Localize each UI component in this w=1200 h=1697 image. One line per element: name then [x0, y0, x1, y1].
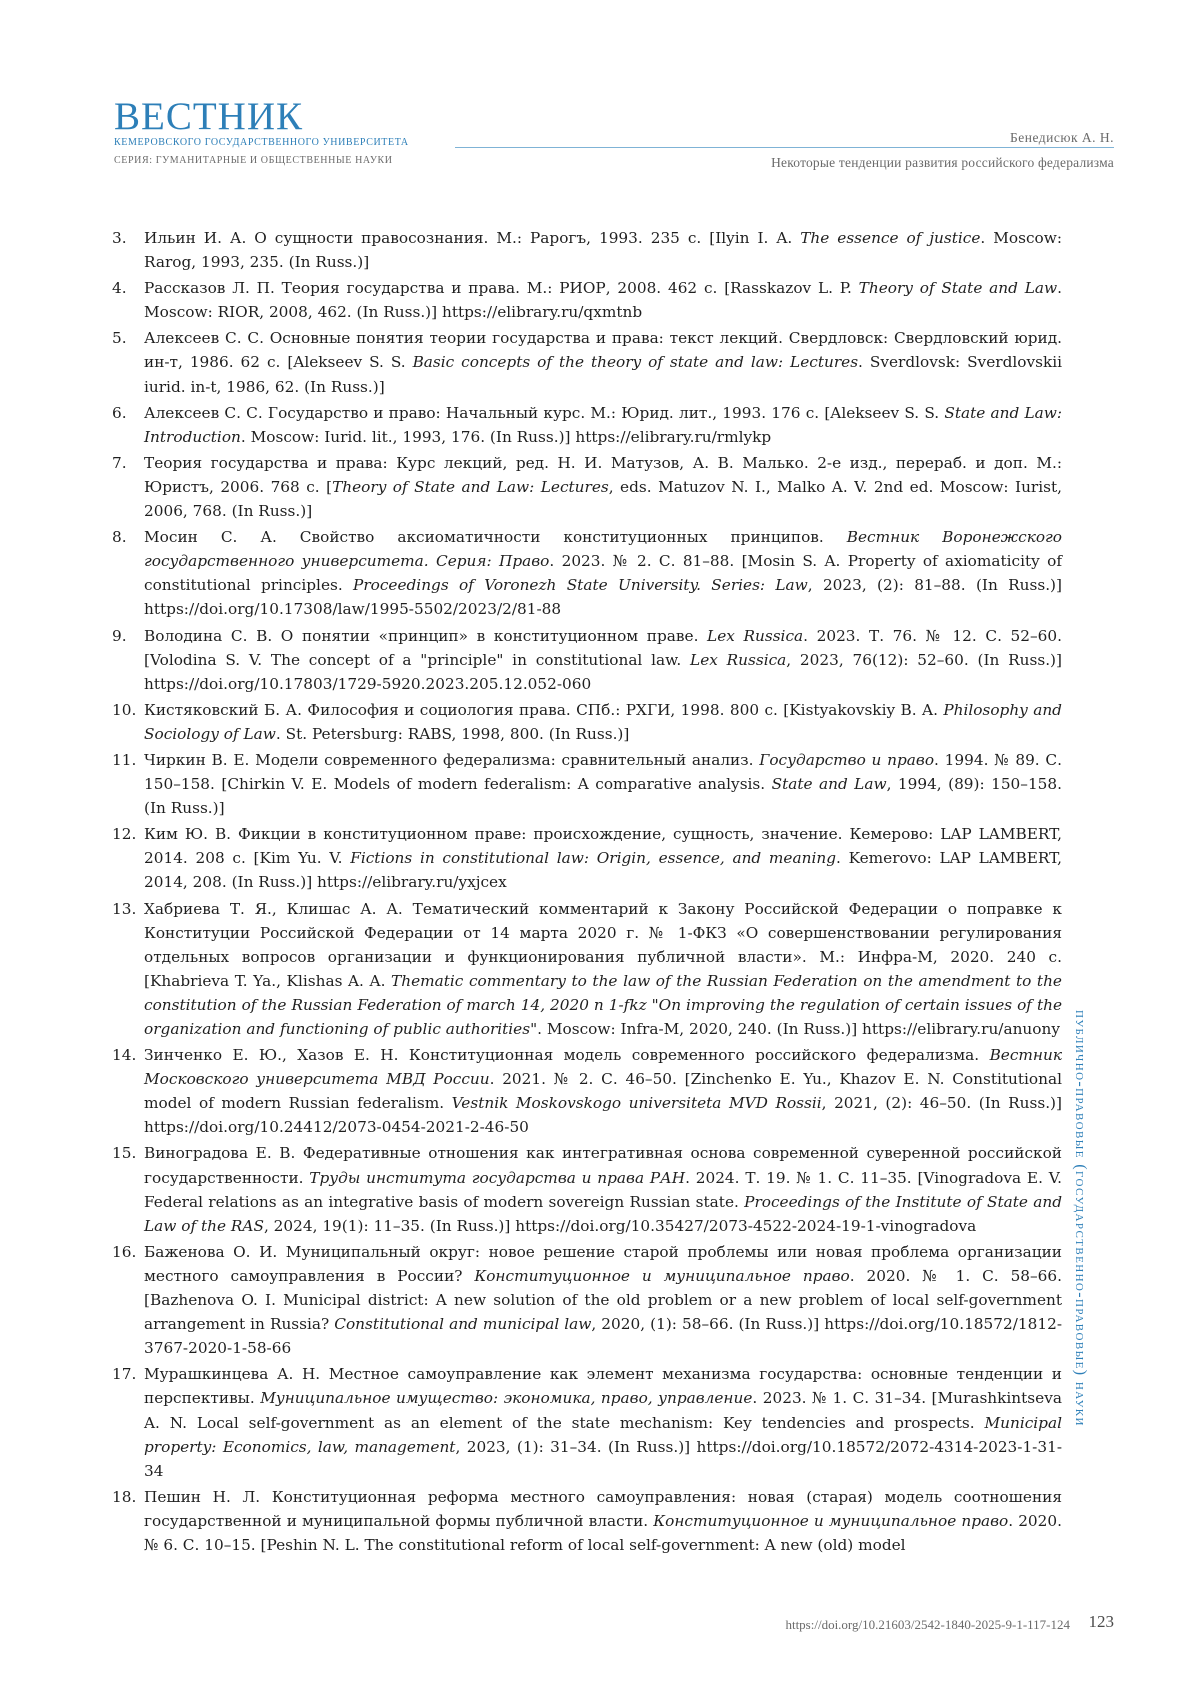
reference-source-title: Constitutional and municipal law [334, 1315, 592, 1334]
reference-source-title: Конституционное и муниципальное право [653, 1511, 1009, 1530]
reference-text: Чиркин В. Е. Модели современного федерализма: сравнительный анализ. [144, 750, 760, 769]
header-rule [455, 147, 1114, 148]
reference-item [112, 451, 1062, 523]
reference-source-title: State and Law: Introduction [144, 403, 1062, 446]
reference-number: 18. [112, 1487, 137, 1506]
reference-source-title: Fictions in constitutional law: Origin, essence, and meaning [350, 849, 836, 868]
reference-text: . St. Petersburg: RABS, 1998, 800. (In Russ.)] [275, 724, 630, 743]
reference-text: Ильин И. А. О сущности правосознания. М.: Рарогъ, 1993. 235 с. [Ilyin I. A. [144, 229, 801, 247]
reference-text: Рассказов Л. П. Теория государства и права. М.: РИОР, 2008. 462 с. [Rasskazov L. P. [144, 279, 859, 298]
reference-text: Мурашкинцева А. Н. Местное самоуправление как элемент механизма государства: основные тенденции и перспективы. [144, 1365, 1062, 1408]
reference-item [112, 226, 1062, 274]
reference-text: . Moscow: Rarog, 1993, 235. (In Russ.)] [144, 229, 1062, 272]
reference-text: , 2023, 76(12): 52–60. (In Russ.)] https://doi.org/10.17803/1729-5920.2023.205.12.052-060 [144, 650, 1062, 693]
reference-text: . Sverdlovsk: Sverdlovskii iurid. in-t, 1986, 62. (In Russ.)] [144, 353, 1063, 396]
reference-number: 9. [112, 626, 127, 645]
reference-source-title: Municipal property: Economics, law, management [144, 1413, 1062, 1456]
journal-subtitle: КЕМЕРОВСКОГО ГОСУДАРСТВЕННОГО УНИВЕРСИТЕТА [114, 137, 409, 148]
reference-text: , 1994, (89): 150–158. (In Russ.)] [144, 775, 1062, 818]
reference-text: Баженова О. И. Муниципальный округ: новое решение старой проблемы или новая проблема организации местного самоуправления в России? [144, 1242, 1062, 1285]
reference-source-title: Lex Russica [690, 650, 787, 669]
reference-number: 15. [112, 1144, 137, 1163]
reference-text: , 2023, (2): 81–88. (In Russ.)] https://doi.org/10.17308/law/1995-5502/2023/2/81-88 [144, 576, 1062, 619]
reference-text: Володина С. В. О понятии «принцип» в конституционном праве. [144, 626, 708, 645]
reference-text: . 2023. № 1. С. 31–34. [Murashkintseva A. N. Local self-government as an element of the state mechanism: Key tendencies and prospects. [144, 1389, 1062, 1432]
reference-item [112, 326, 1062, 398]
reference-source-title: Thematic commentary to the law of the Russian Federation on the amendment to the constitution of the Russian Federation of march 14, 2020 n 1-fkz "On improving the regulation of certain issues of the organization and functioning of public authorities" [144, 971, 1062, 1038]
reference-number: 14. [112, 1046, 137, 1065]
reference-number: 17. [112, 1365, 137, 1384]
reference-text: Ким Ю. В. Фикции в конституционном праве: происхождение, сущность, значение. Кемерово: LAP LAMBERT, 2014. 208 с. [Kim Yu. V. [144, 825, 1062, 868]
reference-text: Алексеев С. С. Государство и право: Начальный курс. М.: Юрид. лит., 1993. 176 с. [Alekseev S. S. [144, 403, 945, 422]
reference-text: . 2024. Т. 19. № 1. С. 11–35. [Vinogradova E. V. Federal relations as an integrative basis of modern sovereign Russian state. [144, 1168, 1062, 1211]
footer-doi[interactable]: https://doi.org/10.21603/2542-1840-2025-9-1-117-124 [785, 1617, 1070, 1632]
reference-text: Хабриева Т. Я., Клишас А. А. Тематический комментарий к Закону Российской Федерации о поправке к Конституции Российской Федерации от 14 марта 2020 г. № 1-ФКЗ «О совершенствовании регулирования отдельных вопросов организации и функционирования публичной власти». М.: Инфра-М, 2020. 240 с. [Khabrieva T. Ya., Klishas A. A. [144, 899, 1062, 990]
reference-source-title: The essence of justice [800, 229, 981, 247]
reference-item [112, 822, 1062, 894]
reference-item [112, 1362, 1062, 1482]
reference-source-title: Государство и право [759, 750, 935, 769]
reference-source-title: Vestnik Moskovskogo universiteta MVD Rossii [451, 1094, 822, 1113]
reference-text: , 2020, (1): 58–66. (In Russ.)] https://doi.org/10.18572/1812-3767-2020-1-58-66 [144, 1315, 1062, 1358]
reference-source-title: Proceedings of Voronezh State University. Series: Law [353, 576, 808, 595]
reference-source-title: Theory of State and Law: Lectures [332, 477, 609, 496]
reference-text: Пешин Н. Л. Конституционная реформа местного самоуправления: новая (старая) модель соотношения государственной и муниципальной формы публичной власти. [144, 1487, 1062, 1530]
reference-number: 4. [112, 279, 127, 298]
reference-text: . 2023. Т. 76. № 12. С. 52–60. [Volodina S. V. The concept of a "principle" in constitutional law. [144, 626, 1062, 669]
reference-item [112, 1043, 1062, 1139]
reference-item [112, 624, 1062, 696]
reference-source-title: State and Law [771, 775, 887, 794]
reference-text: . Moscow: RIOR, 2008, 462. (In Russ.)] https://elibrary.ru/qxmtnb [144, 279, 1062, 322]
reference-source-title: Труды института государства и права РАН [309, 1168, 686, 1187]
reference-item [112, 897, 1062, 1042]
reference-item [112, 748, 1062, 820]
journal-title: ВЕСТНИК [114, 95, 304, 138]
reference-text: . 2020. № 1. С. 58–66. [Bazhenova O. I. Municipal district: A new solution of the old problem or a new problem of local self-government arrangement in Russia? [144, 1266, 1063, 1334]
reference-item [112, 698, 1062, 746]
page-number: 123 [1088, 1612, 1114, 1631]
reference-number: 7. [112, 453, 127, 472]
reference-item [112, 401, 1062, 449]
reference-text: Кистяковский Б. А. Философия и социология права. СПб.: РХГИ, 1998. 800 с. [Kistyakovskiy B. A. [144, 700, 944, 719]
reference-text: Виноградова Е. В. Федеративные отношения как интегративная основа современной суверенной российской государственности. [144, 1144, 1062, 1187]
reference-text: , 2024, 19(1): 11–35. (In Russ.)] https://doi.org/10.35427/2073-4522-2024-19-1-vinogradova [263, 1216, 977, 1235]
reference-source-title: Philosophy and Sociology of Law [144, 700, 1062, 743]
reference-text: Теория государства и права: Курс лекций, ред. Н. И. Матузов, А. В. Малько. 2-е изд., перераб. и доп. М.: Юристъ, 2006. 768 с. [ [144, 453, 1062, 496]
journal-series: СЕРИЯ: ГУМАНИТАРНЫЕ И ОБЩЕСТВЕННЫЕ НАУКИ [114, 155, 393, 166]
reference-source-title: Basic concepts of the theory of state and law: Lectures [412, 353, 859, 372]
reference-text: Мосин С. А. Свойство аксиоматичности конституционных принципов. [144, 528, 847, 547]
reference-number: 13. [112, 899, 137, 918]
reference-number: 5. [112, 329, 127, 348]
reference-source-title: Вестник Воронежского государственного университета. Серия: Право [144, 528, 1062, 571]
reference-number: 3. [112, 229, 127, 247]
reference-source-title: Вестник Московского университета МВД России [144, 1046, 1062, 1089]
reference-item [112, 1240, 1062, 1360]
reference-text: Алексеев С. С. Основные понятия теории государства и права: текст лекций. Свердловск: Свердловский юрид. ин-т, 1986. 62 с. [Alekseev S. S. [144, 329, 1062, 372]
reference-text: , 2021, (2): 46–50. (In Russ.)] https://doi.org/10.24412/2073-0454-2021-2-46-50 [144, 1094, 1062, 1137]
reference-text: . 1994. № 89. С. 150–158. [Chirkin V. E. Models of modern federalism: A comparative analysis. [144, 750, 1062, 794]
reference-item [112, 276, 1062, 324]
reference-number: 6. [112, 403, 127, 422]
reference-source-title: Theory of State and Law [858, 279, 1058, 298]
reference-source-title: Конституционное и муниципальное право [474, 1266, 850, 1285]
reference-text: , 2023, (1): 31–34. (In Russ.)] https://doi.org/10.18572/2072-4314-2023-1-31-34 [144, 1437, 1062, 1480]
reference-source-title: Муниципальное имущество: экономика, право, управление [260, 1389, 753, 1408]
reference-item [112, 525, 1062, 621]
reference-text: . Kemerovo: LAP LAMBERT, 2014, 208. (In Russ.)] https://elibrary.ru/yxjcex [144, 849, 1062, 892]
reference-source-title: Lex Russica [707, 626, 804, 645]
running-head-author: Бенедисюк А. Н. [1009, 130, 1114, 145]
running-head-title: Некоторые тенденции развития российского федерализма [771, 155, 1114, 170]
reference-number: 10. [112, 700, 137, 719]
reference-text: , eds. Matuzov N. I., Malko A. V. 2nd ed. Moscow: Iurist, 2006, 768. (In Russ.)] [144, 477, 1062, 521]
reference-text: . Moscow: Infra-M, 2020, 240. (In Russ.)] https://elibrary.ru/anuony [537, 1020, 1060, 1038]
reference-item [112, 1485, 1062, 1557]
reference-number: 8. [112, 528, 127, 547]
journal-masthead [114, 95, 434, 167]
reference-item [112, 1141, 1062, 1237]
reference-number: 16. [112, 1242, 137, 1261]
reference-text: Зинченко Е. Ю., Хазов Е. Н. Конституционная модель современного российского федерализма. [144, 1046, 990, 1065]
section-side-label: публично-правовые (государственно-правовые) науки [1072, 1010, 1089, 1427]
reference-text: . 2023. № 2. С. 81–88. [Mosin S. A. Property of axiomaticity of constitutional principles. [144, 552, 1062, 595]
reference-list [112, 226, 1062, 1559]
reference-number: 12. [112, 825, 137, 844]
reference-number: 11. [112, 750, 137, 769]
reference-text: . Moscow: Iurid. lit., 1993, 176. (In Russ.)] https://elibrary.ru/rmlykp [240, 427, 772, 446]
reference-text: . 2021. № 2. С. 46–50. [Zinchenko E. Yu., Khazov E. N. Constitutional model of modern Russian federalism. [144, 1070, 1062, 1113]
reference-text: . 2020. № 6. С. 10–15. [Peshin N. L. The constitutional reform of local self-government: A new (old) model [144, 1511, 1062, 1554]
reference-source-title: Proceedings of the Institute of State and Law of the RAS [144, 1192, 1063, 1235]
